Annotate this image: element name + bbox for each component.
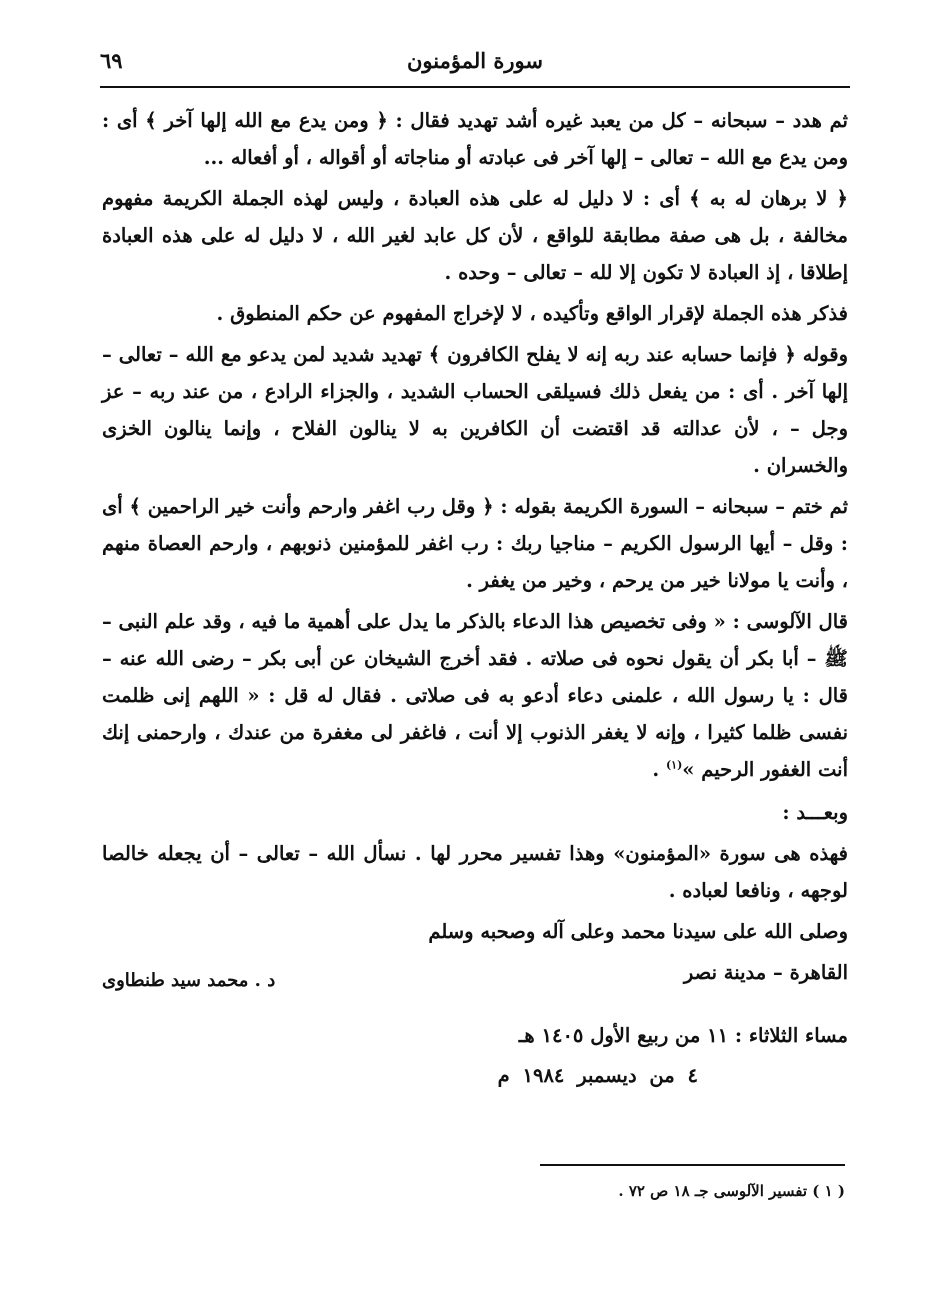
paragraph: وقوله ﴿ فإنما حسابه عند ربه إنه لا يفلح الكافرون ﴾ تهديد شديد لمن يدعو مع الله – تعالى – إلها آخر . أى : من يفعل ذلك فسيلقى الحساب الشديد ، والجزاء الرادع ، من عند ربه – عز وجل – ، لأن عدالته قد اقتضت أن الكافرين به لا ينالون الفلاح ، وإنما ينالون الخزى والخسران . [102, 343, 848, 477]
page-header [100, 42, 850, 88]
gregorian-date: ٤ من ديسمبر ١٩٨٤ م [497, 1064, 698, 1087]
hijri-date: مساء الثلاثاء : ١١ من ربيع الأول ١٤٠٥ هـ [518, 1024, 848, 1047]
page-title: سورة المؤمنون [407, 48, 543, 73]
city-line: القاهرة – مدينة نصر [683, 961, 848, 984]
wabaad-heading: وبعـــد : [782, 801, 848, 824]
paragraph-end: . [652, 758, 666, 781]
blessing-line: وصلى الله على سيدنا محمد وعلى آله وصحبه وسلم [428, 920, 848, 943]
footnote-divider [540, 1164, 845, 1166]
signature-row [102, 954, 848, 991]
quote-text: قال الآلوسى : « وفى تخصيص هذا الدعاء بالذكر ما يدل على أهمية ما فيه ، وقد علم النبى – ﷺ – أبا بكر أن يقول نحوه فى صلاته . فقد أخرج الشيخان عن أبى بكر – رضى الله عنه – قال : يا رسول الله ، علمنى دعاء أدعو به فى صلاتى . فقال له قل : « اللهم إنى ظلمت نفسى ظلما كثيرا ، وإنه لا يغفر الذنوب إلا أنت ، فاغفر لى مغفرة من عندك ، وارحمنى إنك أنت الغفور الرحيم » [102, 610, 848, 781]
closing-paragraph: فهذه هى سورة «المؤمنون» وهذا تفسير محرر لها . نسأل الله – تعالى – أن يجعله خالصا لوجهه ، ونافعا لعباده . [102, 842, 848, 902]
paragraph [102, 603, 848, 788]
author-name: د . محمد سيد طنطاوى [102, 970, 276, 991]
date-block [102, 1017, 848, 1097]
paragraph: ثم ختم – سبحانه – السورة الكريمة بقوله : ﴿ وقل رب اغفر وارحم وأنت خير الراحمين ﴾ أى : وقل – أيها الرسول الكريم – مناجيا ربك : رب اغفر للمؤمنين ذنوبهم ، وارحم العصاة منهم ، وأنت يا مولانا خير من يرحم ، وخير من يغفر . [102, 495, 848, 592]
footnote: ( ١ ) تفسير الآلوسى جـ ١٨ ص ٧٢ . [618, 1182, 845, 1200]
page-number: ٦٩ [100, 48, 123, 73]
paragraph: فذكر هذه الجملة لإقرار الواقع وتأكيده ، لا لإخراج المفهوم عن حكم المنطوق . [216, 302, 848, 325]
paragraph: ﴿ لا برهان له به ﴾ أى : لا دليل له على هذه العبادة ، وليس لهذه الجملة الكريمة مفهوم مخالفة ، بل هى صفة مطابقة للواقع ، لأن كل عابد لغير الله ، لا دليل له على هذه العبادة إطلاقا ، إذ العبادة لا تكون إلا لله – تعالى – وحده . [102, 187, 848, 284]
body-text [102, 102, 848, 1097]
paragraph: ثم هدد – سبحانه – كل من يعبد غيره أشد تهديد فقال : ﴿ ومن يدع مع الله إلها آخر ﴾ أى : ومن يدع مع الله – تعالى – إلها آخر فى عبادته أو مناجاته أو أقواله ، أو أفعاله ... [102, 109, 848, 169]
footnote-reference: (١) [665, 758, 683, 772]
